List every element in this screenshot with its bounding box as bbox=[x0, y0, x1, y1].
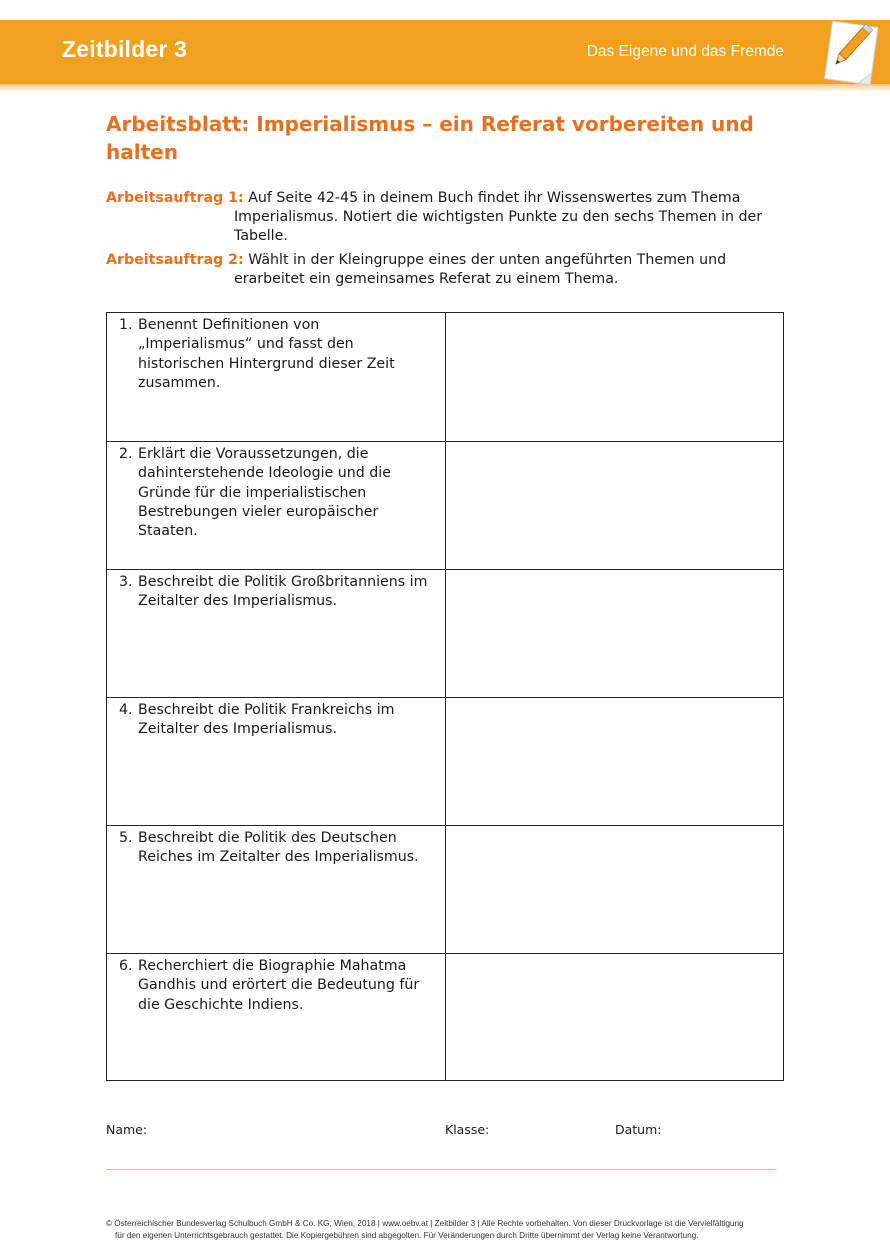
footer-line-2: für den eigenen Unterrichtsgebrauch gestattet. Die Kopiergebühren sind abgegolten. Für Veränderungen durch Dritte übernimmt der Verlag keine Verantwortung. bbox=[115, 1231, 699, 1240]
topic-number: 5. bbox=[119, 830, 133, 846]
date-label: Datum: bbox=[615, 1122, 662, 1137]
note-pencil-icon bbox=[818, 18, 884, 92]
table-row bbox=[107, 697, 783, 825]
topic-cell bbox=[107, 698, 446, 825]
topic-table bbox=[106, 312, 784, 1081]
class-label: Klasse: bbox=[445, 1122, 490, 1137]
task-2-line-1: Wählt in der Kleingruppe eines der unten angeführten Themen und bbox=[248, 252, 727, 268]
answer-cell[interactable] bbox=[446, 954, 783, 1081]
topic-number: 2. bbox=[119, 446, 133, 462]
answer-cell[interactable] bbox=[446, 313, 783, 441]
section-label: Das Eigene und das Fremde bbox=[586, 43, 784, 60]
answer-cell[interactable] bbox=[446, 442, 783, 569]
table-row bbox=[107, 569, 783, 697]
answer-cell[interactable] bbox=[446, 570, 783, 697]
footer-line-1: © Österreichischer Bundesverlag Schulbuch GmbH & Co. KG, Wien, 2018 | www.oebv.at | Zeitbilder 3 | Alle Rechte vorbehalten. Von dieser Druckvorlage ist die Vervielfältigung bbox=[106, 1219, 744, 1228]
header-shadow bbox=[0, 84, 890, 92]
topic-cell bbox=[107, 570, 446, 697]
task-1-label: Arbeitsauftrag 1: bbox=[106, 190, 244, 206]
answer-cell[interactable] bbox=[446, 826, 783, 953]
task-2 bbox=[106, 251, 786, 289]
topic-number: 1. bbox=[119, 317, 133, 333]
task-2-label: Arbeitsauftrag 2: bbox=[106, 252, 244, 268]
name-label: Name: bbox=[106, 1122, 148, 1137]
topic-cell bbox=[107, 954, 446, 1081]
task-2-line-2: erarbeitet ein gemeinsames Referat zu einem Thema. bbox=[234, 271, 619, 287]
copyright-footer bbox=[106, 1218, 786, 1242]
topic-number: 3. bbox=[119, 574, 133, 590]
topic-text: Beschreibt die Politik Frankreichs im Zeitalter des Imperialismus. bbox=[138, 702, 395, 738]
topic-text: Benennt Definitionen von „Imperialismus“ und fasst den historischen Hintergrund dieser Zeit zusammen. bbox=[138, 317, 395, 391]
table-row bbox=[107, 441, 783, 569]
topic-text: Erklärt die Voraussetzungen, die dahinterstehende Ideologie und die Gründe für die imperialistischen Bestrebungen vieler europäischer Staaten. bbox=[138, 446, 391, 540]
table-row bbox=[107, 825, 783, 953]
topic-cell bbox=[107, 313, 446, 441]
task-1-line-3: Tabelle. bbox=[234, 228, 288, 244]
topic-text: Beschreibt die Politik Großbritanniens im Zeitalter des Imperialismus. bbox=[138, 574, 428, 610]
topic-cell bbox=[107, 826, 446, 953]
brand-title: Zeitbilder 3 bbox=[62, 36, 188, 62]
topic-text: Recherchiert die Biographie Mahatma Gandhis und erörtert die Bedeutung für die Geschichte Indiens. bbox=[138, 958, 420, 1013]
table-row bbox=[107, 313, 783, 441]
answer-cell[interactable] bbox=[446, 698, 783, 825]
task-1-line-1: Auf Seite 42-45 in deinem Buch findet ihr Wissenswertes zum Thema bbox=[248, 190, 741, 206]
table-row bbox=[107, 953, 783, 1081]
topic-text: Beschreibt die Politik des Deutschen Reiches im Zeitalter des Imperialismus. bbox=[138, 830, 419, 866]
topic-number: 4. bbox=[119, 702, 133, 718]
signature-line bbox=[106, 1169, 776, 1170]
topic-cell bbox=[107, 442, 446, 569]
header-bar bbox=[0, 20, 890, 84]
task-1 bbox=[106, 189, 786, 246]
worksheet-title: Arbeitsblatt: Imperialismus – ein Referat vorbereiten und halten bbox=[106, 112, 754, 164]
task-1-line-2: Imperialismus. Notiert die wichtigsten Punkte zu den sechs Themen in der bbox=[234, 209, 763, 225]
topic-number: 6. bbox=[119, 958, 133, 974]
